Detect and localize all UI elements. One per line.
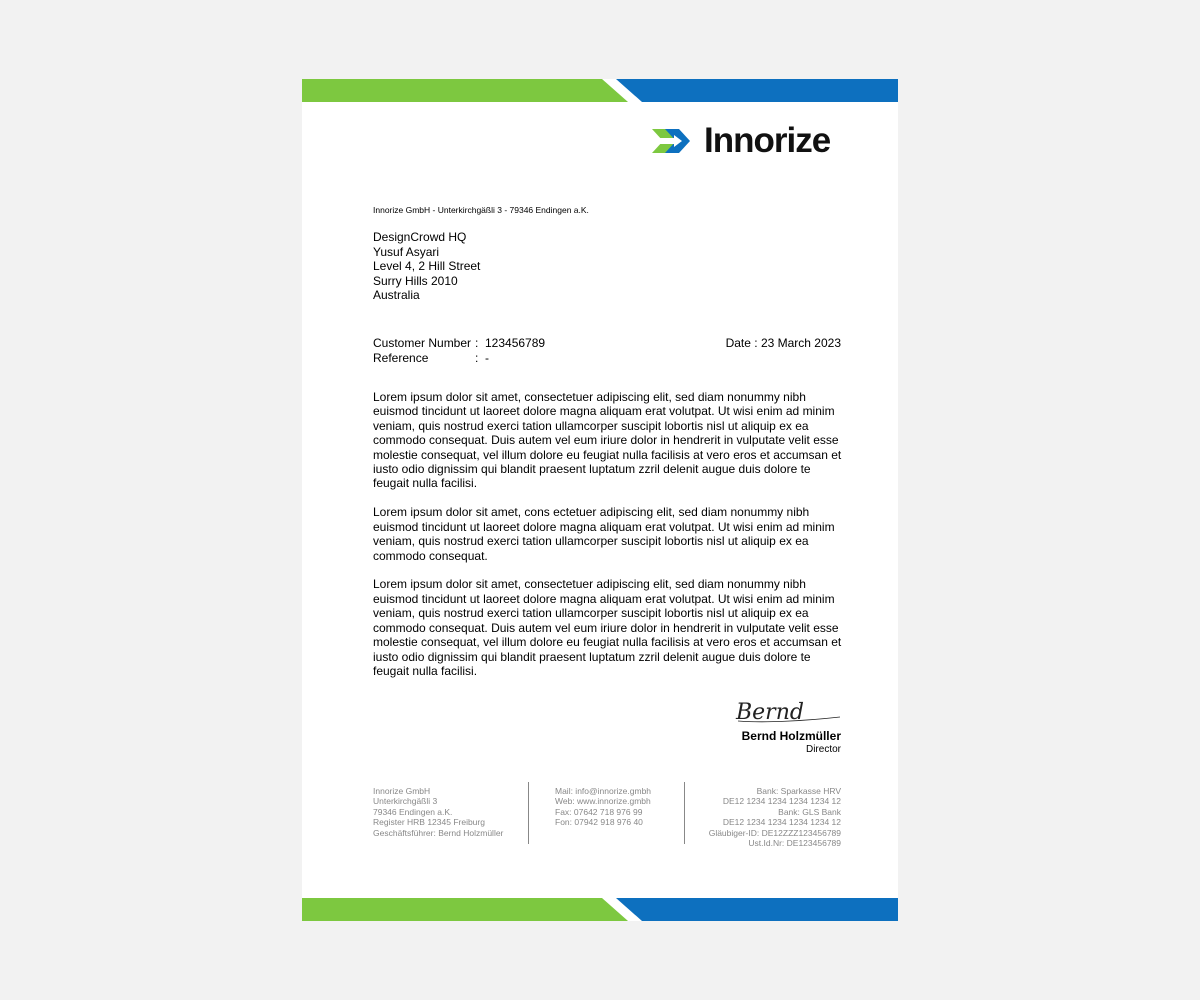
footer-line: Geschäftsführer: Bernd Holzmüller: [373, 827, 504, 838]
footer-line: Fax: 07642 718 976 99: [555, 806, 643, 817]
reference-row: [373, 351, 841, 366]
meta-separator: :: [475, 336, 479, 350]
customer-number-value: 123456789: [485, 336, 546, 350]
footer-line: Innorize GmbH: [373, 786, 431, 796]
signer-name: Bernd Holzmüller: [741, 729, 841, 743]
footer-contact-info: [555, 786, 651, 828]
signer-block: [742, 729, 841, 756]
sender-address-line: Innorize GmbH - Unterkirchgäßli 3 - 79346 Endingen a.K.: [373, 205, 589, 215]
customer-number-label: Customer Number: [373, 336, 472, 350]
footer-line: Fon: 07942 918 976 40: [555, 817, 643, 828]
footer-line: Bank: GLS Bank: [778, 806, 841, 817]
recipient-line: Level 4, 2 Hill Street: [373, 259, 481, 273]
footer-bank-info: [709, 786, 841, 848]
letterhead-page: [302, 79, 898, 921]
recipient-line: Australia: [373, 288, 420, 302]
letter-body: [373, 390, 845, 693]
footer-company-info: [373, 786, 503, 838]
signature-text: Bernd: [736, 700, 804, 725]
letter-meta: [373, 336, 841, 365]
footer-line: DE12 1234 1234 1234 1234 12: [722, 817, 841, 828]
footer-divider: [528, 782, 529, 844]
recipient-address: [373, 230, 480, 303]
recipient-line: Surry Hills 2010: [373, 273, 458, 288]
logo-wordmark: Innorize: [704, 121, 831, 160]
footer-line: Mail: info@innorize.gmbh: [555, 786, 652, 796]
body-paragraph: Lorem ipsum dolor sit amet, cons ectetuer adipiscing elit, sed diam nonummy nibh euismod tincidunt ut laoreet dolore magna aliquam erat volutpat. Ut wisi enim ad minim veniam, quis nostrud exerci tation ullamcorper suscipit lobortis nisl ut aliquip ex ea commodo consequat.: [373, 505, 835, 563]
recipient-line: Yusuf Asyari: [373, 244, 440, 259]
signer-title: Director: [805, 744, 841, 755]
logo-arrow-icon: [652, 124, 698, 158]
company-logo: [652, 123, 830, 159]
footer-line: Ust.Id.Nr: DE123456789: [748, 838, 841, 849]
footer-line: Unterkirchgäßli 3: [373, 796, 438, 807]
reference-value: -: [485, 350, 489, 365]
top-color-band: [302, 79, 898, 102]
footer-line: DE12 1234 1234 1234 1234 12: [722, 796, 841, 807]
footer-line: Gläubiger-ID: DE12ZZZ123456789: [708, 827, 841, 838]
footer-line: Bank: Sparkasse HRV: [756, 786, 841, 796]
handwritten-signature: [734, 697, 842, 727]
footer-divider: [684, 782, 685, 844]
footer-line: 79346 Endingen a.K.: [373, 806, 453, 817]
body-paragraph: Lorem ipsum dolor sit amet, consectetuer adipiscing elit, sed diam nonummy nibh euismod tincidunt ut laoreet dolore magna aliquam erat volutpat. Ut wisi enim ad minim veniam, quis nostrud exerci tation ullamcorper suscipit lobortis nisl ut aliquip ex ea commodo consequat. Duis autem vel eum iriure dolor in hendrerit in vulputate velit esse molestie consequat, vel illum dolore eu feugiat nulla facilisis at vero eros et accumsan et iusto odio dignissim qui blandit praesent luptatum zzril delenit augue duis dolore te feugait nulla facilisi.: [373, 390, 842, 491]
letter-footer: [373, 786, 841, 856]
recipient-line: DesignCrowd HQ: [373, 230, 467, 244]
meta-separator: :: [475, 350, 479, 365]
reference-label: Reference: [373, 350, 429, 365]
footer-line: Web: www.innorize.gmbh: [555, 796, 651, 807]
bottom-color-band: [302, 898, 898, 921]
body-paragraph: Lorem ipsum dolor sit amet, consectetuer adipiscing elit, sed diam nonummy nibh euismod tincidunt ut laoreet dolore magna aliquam erat volutpat. Ut wisi enim ad minim veniam, quis nostrud exerci tation ullamcorper suscipit lobortis nisl ut aliquip ex ea commodo consequat. Duis autem vel eum iriure dolor in hendrerit in vulputate velit esse molestie consequat, vel illum dolore eu feugiat nulla facilisis at vero eros et accumsan et iusto odio dignissim qui blandit praesent luptatum zzril delenit augue duis dolore te feugait nulla facilisi.: [373, 577, 842, 678]
footer-line: Register HRB 12345 Freiburg: [373, 817, 485, 828]
letter-date: Date : 23 March 2023: [725, 336, 841, 350]
